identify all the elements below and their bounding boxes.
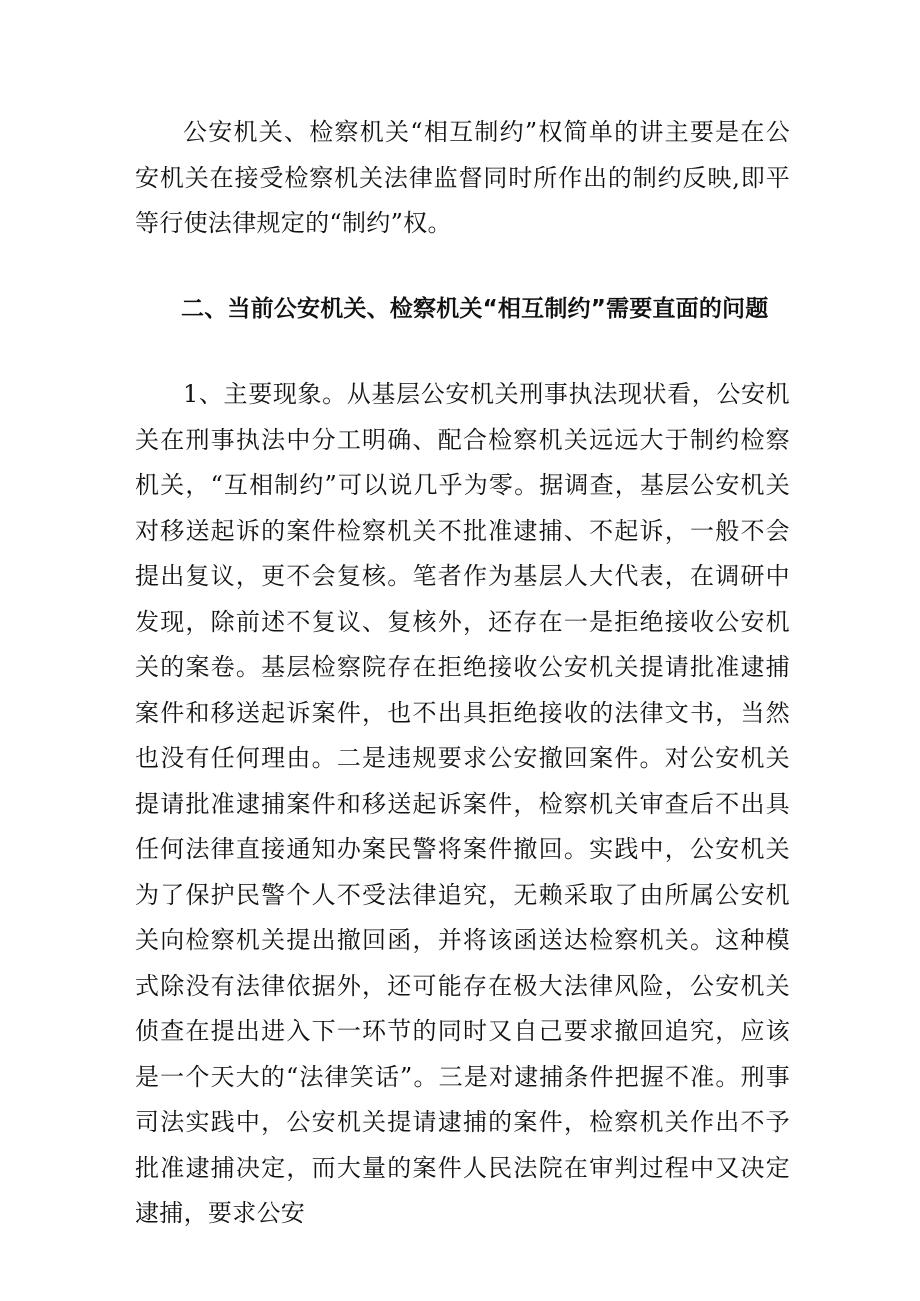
- spacer: [135, 250, 790, 287]
- paragraph-main-phenomena: 1、主要现象。从基层公安机关刑事执法现状看，公安机关在刑事执法中分工明确、配合检察机关远远大于制约检察机关，“互相制约”可以说几乎为零。据调查，基层公安机关对移送起诉的案件检察机关不批准逮捕、不起诉，一般不会提出复议，更不会复核。笔者作为基层人大代表，在调研中发现，除前述不复议、复核外，还存在一是拒绝接收公安机关的案卷。基层检察院存在拒绝接收公安机关提请批准逮捕案件和移送起诉案件，也不出具拒绝接收的法律文书，当然也没有任何理由。二是违规要求公安撤回案件。对公安机关提请批准逮捕案件和移送起诉案件，检察机关审查后不出具任何法律直接通知办案民警将案件撤回。实践中，公安机关为了保护民警个人不受法律追究，无赖采取了由所属公安机关向检察机关提出撤回函，并将该函送达检察机关。这种模式除没有法律依据外，还可能存在极大法律风险，公安机关侦查在提出进入下一环节的同时又自己要求撤回追究，应该是一个天大的“法律笑话”。三是对逮捕条件把握不准。刑事司法实践中，公安机关提请逮捕的案件，检察机关作出不予批准逮捕决定，而大量的案件人民法院在审判过程中又决定逮捕，要求公安: [135, 380, 790, 1227]
- spacer: [135, 332, 790, 372]
- paragraph-intro: 公安机关、检察机关“相互制约”权简单的讲主要是在公安机关在接受检察机关法律监督同时所作出的制约反映,即平等行使法律规定的“制约”权。: [135, 118, 790, 237]
- document-page: [135, 110, 790, 1237]
- section-heading: 二、当前公安机关、检察机关“相互制约”需要直面的问题: [181, 296, 769, 322]
